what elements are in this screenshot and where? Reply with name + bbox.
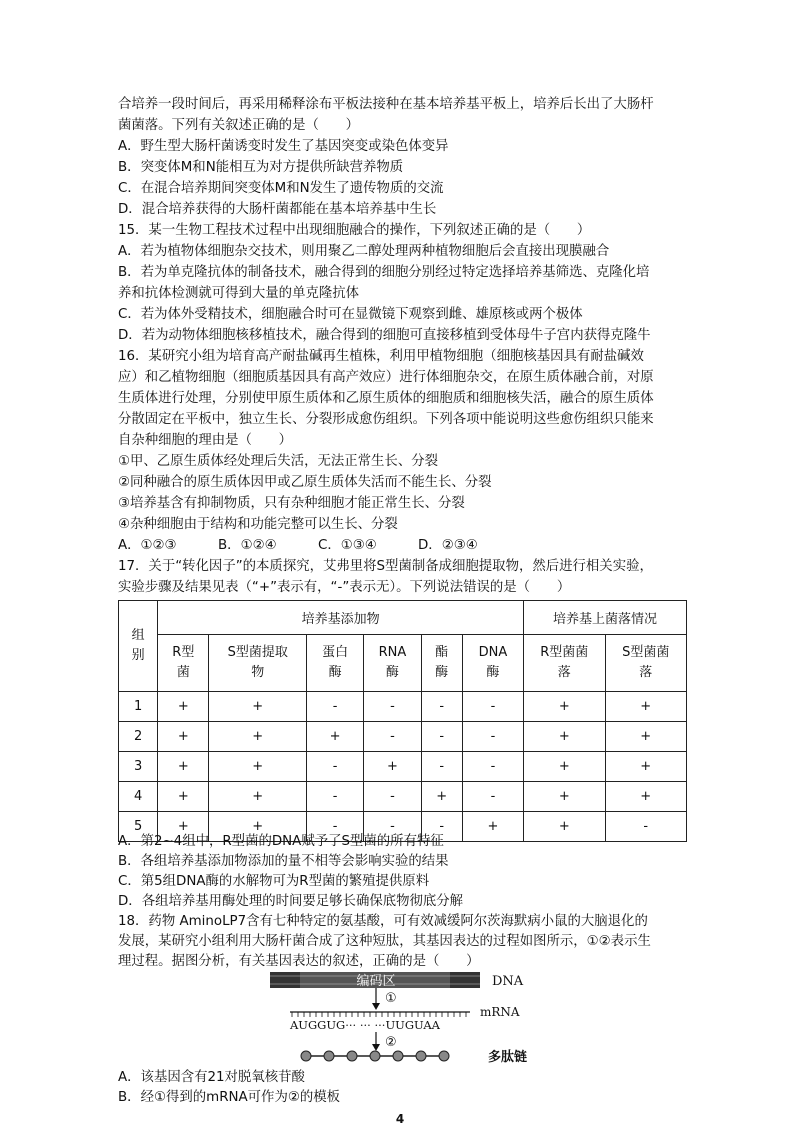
coding-region-label: 编码区 (356, 974, 396, 989)
amino-acid-bead (416, 1051, 426, 1061)
option-c: C．第5组DNA酶的水解物可为R型菌的繁殖提供原料 (118, 874, 430, 889)
option-b: B．突变体M和N能相互为对方提供所缺营养物质 (118, 160, 404, 175)
option-a: A．第2~4组中，R型菌的DNA赋予了S型菌的所有特征 (118, 834, 444, 849)
group-cell: 2 (119, 722, 158, 752)
option-b: B．若为单克隆抗体的制备技术，融合得到的细胞分别经过特定选择培养基筛选、克隆化培 (118, 265, 650, 280)
mrna-ticks (292, 1012, 466, 1017)
option-c: C．在混合培养期间突变体M和N发生了遗传物质的交流 (118, 181, 444, 196)
mrna-label: mRNA (480, 1005, 520, 1019)
option-d: D．混合培养获得的大肠杆菌都能在基本培养基中生长 (118, 202, 437, 217)
dna-end-right (450, 972, 480, 988)
column-header: S型菌菌落 (605, 635, 687, 692)
column-header: 蛋白酶 (306, 635, 363, 692)
column-header: DNA酶 (462, 635, 523, 692)
text-line: 生质体进行处理，分别使甲原生质体和乙原生质体的细胞质和细胞核失活，融合的原生质体 (118, 391, 654, 406)
table-cell: + (462, 812, 523, 842)
dna-end-left (270, 972, 300, 988)
option-b: B．各组培养基添加物添加的量不相等会影响实验的结果 (118, 854, 449, 869)
table-cell: + (421, 782, 462, 812)
table-cell: + (524, 812, 605, 842)
column-header: S型菌提取物 (209, 635, 307, 692)
table-row (119, 782, 687, 812)
text-line: 菌菌落。下列有关叙述正确的是（ ） (118, 118, 360, 133)
column-header: R型菌 (158, 635, 209, 692)
amino-acid-bead (301, 1051, 311, 1061)
table-cell: + (524, 722, 605, 752)
table-cell: - (364, 782, 421, 812)
option-d: D．各组培养基用酶处理的时间要足够长确保底物彻底分解 (118, 894, 464, 909)
table-cell: - (462, 782, 523, 812)
dna-label: DNA (492, 974, 524, 989)
amino-acid-bead (347, 1051, 357, 1061)
table-row (119, 692, 687, 722)
group-cell: 5 (119, 812, 158, 842)
column-header: 酯酶 (421, 635, 462, 692)
amino-acid-bead (439, 1051, 449, 1061)
table-cell: + (605, 782, 687, 812)
table-cell: + (209, 782, 307, 812)
option-a: A．若为植物体细胞杂交技术，则用聚乙二醇处理两种植物细胞后会直接出现膜融合 (118, 244, 610, 259)
statement-3: ③培养基含有抑制物质，只有杂种细胞才能正常生长、分裂 (118, 496, 465, 511)
option-b: B．经①得到的mRNA可作为②的模板 (118, 1090, 341, 1105)
table-cell: + (158, 782, 209, 812)
table-row (119, 722, 687, 752)
table-cell: - (306, 752, 363, 782)
question-17-stem: 17．关于“转化因子”的本质探究，艾弗里将S型菌制备成细胞提取物，然后进行相关实验， (118, 559, 653, 574)
table-cell: - (462, 692, 523, 722)
table-cell: - (421, 812, 462, 842)
column-header: R型菌菌落 (524, 635, 605, 692)
table-cell: + (605, 722, 687, 752)
text-line: 发展，某研究小组利用大肠杆菌合成了这种短肽，其基因表达的过程如图所示，①②表示生 (118, 934, 651, 949)
table-cell: + (306, 722, 363, 752)
text-line: 自杂种细胞的理由是（ ） (118, 433, 293, 448)
table-cell: - (421, 752, 462, 782)
question-18-stem: 18．药物 AminoLP7含有七种特定的氨基酸，可有效减缓阿尔茨海默病小鼠的大脑退化的 (118, 914, 648, 929)
table-cell: + (209, 692, 307, 722)
question-15-stem: 15．某一生物工程技术过程中出现细胞融合的操作，下列叙述正确的是（ ） (118, 223, 591, 238)
group-cell: 3 (119, 752, 158, 782)
text-line: 合培养一段时间后，再采用稀释涂布平板法接种在基本培养基平板上，培养后长出了大肠杆 (118, 97, 654, 112)
statement-2: ②同种融合的原生质体因甲或乙原生质体失活而不能生长、分裂 (118, 475, 492, 490)
table-cell: + (158, 812, 209, 842)
text-line: 实验步骤及结果见表（“+”表示有，“-”表示无）。下列说法错误的是（ ） (118, 580, 571, 595)
table-cell: - (306, 692, 363, 722)
option-d: D．②③④ (418, 538, 478, 553)
table-cell: + (209, 722, 307, 752)
table-cell: - (421, 722, 462, 752)
amino-acid-bead (324, 1051, 334, 1061)
text-line: 养和抗体检测就可得到大量的单克隆抗体 (118, 286, 360, 301)
table-cell: - (364, 812, 421, 842)
table-cell: - (306, 812, 363, 842)
option-c: C．①③④ (318, 538, 377, 553)
text-line: 理过程。据图分析，有关基因表达的叙述，正确的是（ ） (118, 954, 480, 969)
table-cell: + (524, 782, 605, 812)
option-a: A．野生型大肠杆菌诱变时发生了基因突变或染色体变异 (118, 139, 449, 154)
column-header: RNA酶 (364, 635, 421, 692)
table-cell: + (209, 752, 307, 782)
option-a: A．①②③ (118, 538, 177, 553)
polypeptide-label: 多肽链 (488, 1050, 528, 1065)
option-a: A．该基因含有21对脱氧核苷酸 (118, 1070, 305, 1085)
statement-4: ④杂种细胞由于结构和功能完整可以生长、分裂 (118, 517, 398, 532)
group-cell: 1 (119, 692, 158, 722)
table-cell: - (421, 692, 462, 722)
additive-header: 培养基添加物 (158, 601, 524, 635)
table-cell: + (364, 752, 421, 782)
table-cell: + (158, 752, 209, 782)
option-d: D．若为动物体细胞核移植技术，融合得到的细胞可直接移植到受体母牛子宫内获得克隆牛 (118, 328, 651, 343)
experiment-table (118, 600, 687, 842)
amino-acid-bead (393, 1051, 403, 1061)
table-cell: + (158, 722, 209, 752)
step1-label: ① (385, 991, 397, 1006)
page-number: 4 (395, 1112, 405, 1126)
table-cell: - (306, 782, 363, 812)
option-b: B．①②④ (218, 538, 277, 553)
statement-1: ①甲、乙原生质体经处理后失活，无法正常生长、分裂 (118, 454, 438, 469)
amino-acid-bead (370, 1051, 380, 1061)
table-cell: + (605, 692, 687, 722)
option-c: C．若为体外受精技术，细胞融合时可在显微镜下观察到雌、雄原核或两个极体 (118, 307, 583, 322)
table-cell: + (524, 752, 605, 782)
table-cell: - (462, 752, 523, 782)
question-16-stem: 16．某研究小组为培育高产耐盐碱再生植株，利用甲植物细胞（细胞核基因具有耐盐碱效 (118, 349, 644, 364)
group-cell: 4 (119, 782, 158, 812)
group-header (119, 601, 158, 692)
step2-label: ② (385, 1035, 397, 1050)
table-cell: - (605, 812, 687, 842)
group-header-text: 组别 (131, 628, 145, 663)
table-cell: - (364, 722, 421, 752)
mrna-sequence: AUGGUG··· ··· ···UUGUAA (290, 1018, 440, 1032)
table-cell: + (524, 692, 605, 722)
gene-expression-diagram (0, 970, 800, 1065)
text-line: 分散固定在平板中，独立生长、分裂形成愈伤组织。下列各项中能说明这些愈伤组织只能来 (118, 412, 654, 427)
table-cell: + (605, 752, 687, 782)
table-cell: - (462, 722, 523, 752)
table-cell: + (158, 692, 209, 722)
text-line: 应）和乙植物细胞（细胞质基因具有高产效应）进行体细胞杂交，在原生质体融合前，对原 (118, 370, 654, 385)
question-16-options (118, 536, 688, 555)
table-cell: - (364, 692, 421, 722)
table-row (119, 752, 687, 782)
colony-header: 培养基上菌落情况 (524, 601, 687, 635)
table-cell: + (209, 812, 307, 842)
